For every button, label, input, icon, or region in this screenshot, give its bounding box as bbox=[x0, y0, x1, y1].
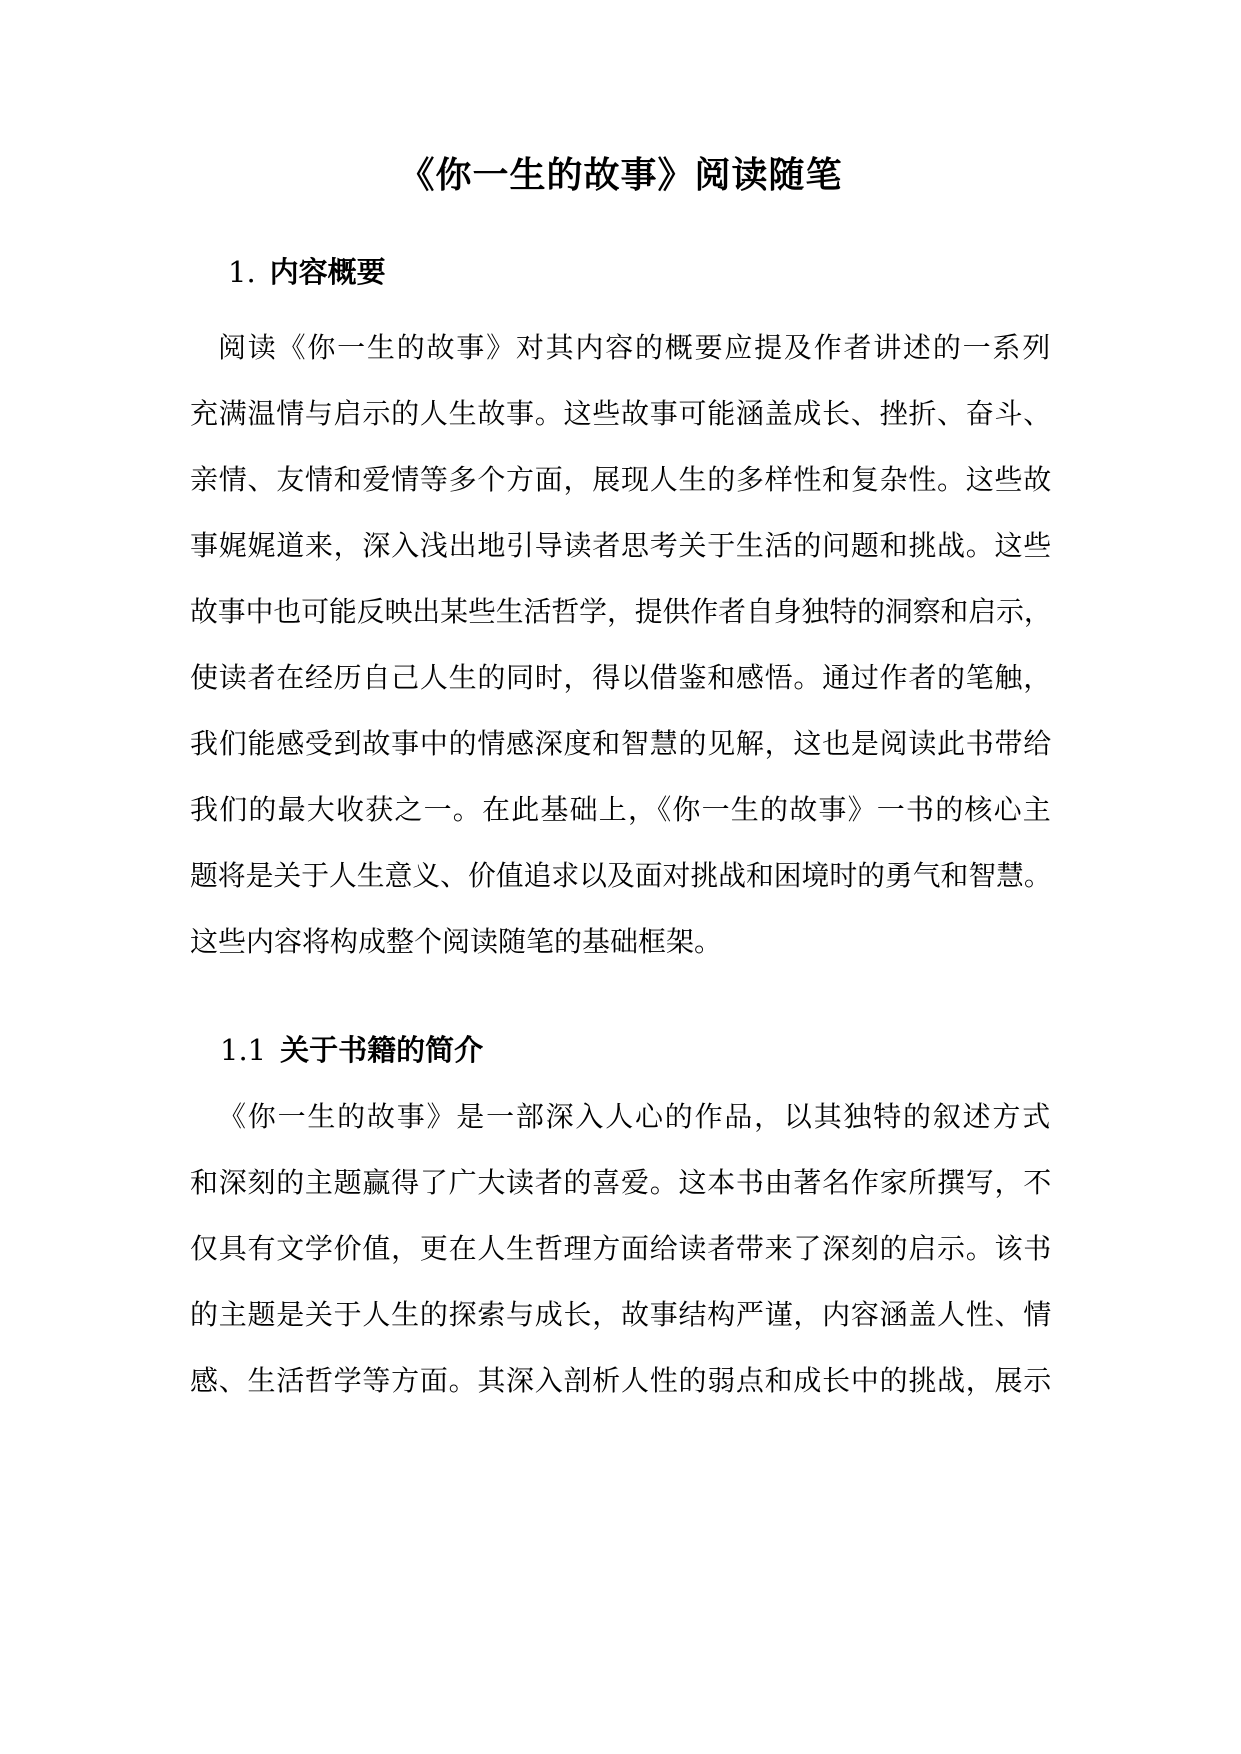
paragraph-line: 的主题是关于人生的探索与成长，故事结构严谨，内容涵盖人性、情 bbox=[190, 1298, 1052, 1331]
paragraph-line: 事娓娓道来，深入浅出地引导读者思考关于生活的问题和挑战。这些 bbox=[190, 529, 1052, 562]
paragraph-line: 这些内容将构成整个阅读随笔的基础框架。 bbox=[190, 925, 723, 958]
section-number: 1. bbox=[228, 255, 256, 289]
paragraph-line: 我们的最大收获之一。在此基础上，《你一生的故事》一书的核心主 bbox=[190, 793, 1052, 826]
paragraph-line: 充满温情与启示的人生故事。这些故事可能涵盖成长、挫折、奋斗、 bbox=[190, 397, 1052, 430]
paragraph-line: 我们能感受到故事中的情感深度和智慧的见解，这也是阅读此书带给 bbox=[190, 727, 1052, 760]
section-heading-text: 关于书籍的简介 bbox=[280, 1033, 484, 1067]
paragraph-line: 《你一生的故事》是一部深入人心的作品，以其独特的叙述方式 bbox=[218, 1100, 1052, 1133]
section-heading-text: 内容概要 bbox=[269, 255, 386, 289]
paragraph-line: 亲情、友情和爱情等多个方面，展现人生的多样性和复杂性。这些故 bbox=[190, 463, 1052, 496]
paragraph-line: 阅读《你一生的故事》对其内容的概要应提及作者讲述的一系列 bbox=[218, 331, 1052, 364]
document-title: 《你一生的故事》阅读随笔 bbox=[398, 154, 843, 196]
paragraph-line: 感、生活哲学等方面。其深入剖析人性的弱点和成长中的挑战，展示 bbox=[190, 1364, 1052, 1397]
paragraph-line: 和深刻的主题赢得了广大读者的喜爱。这本书由著名作家所撰写，不 bbox=[190, 1166, 1052, 1199]
paragraph-line: 故事中也可能反映出某些生活哲学，提供作者自身独特的洞察和启示， bbox=[190, 595, 1052, 628]
section-heading bbox=[220, 1030, 483, 1070]
section-heading bbox=[228, 252, 386, 292]
section-number: 1.1 bbox=[220, 1033, 267, 1067]
paragraph-line: 使读者在经历自己人生的同时，得以借鉴和感悟。通过作者的笔触， bbox=[190, 661, 1052, 694]
paragraph-line: 题将是关于人生意义、价值追求以及面对挑战和困境时的勇气和智慧。 bbox=[190, 859, 1052, 892]
paragraph-line: 仅具有文学价值，更在人生哲理方面给读者带来了深刻的启示。该书 bbox=[190, 1232, 1052, 1265]
